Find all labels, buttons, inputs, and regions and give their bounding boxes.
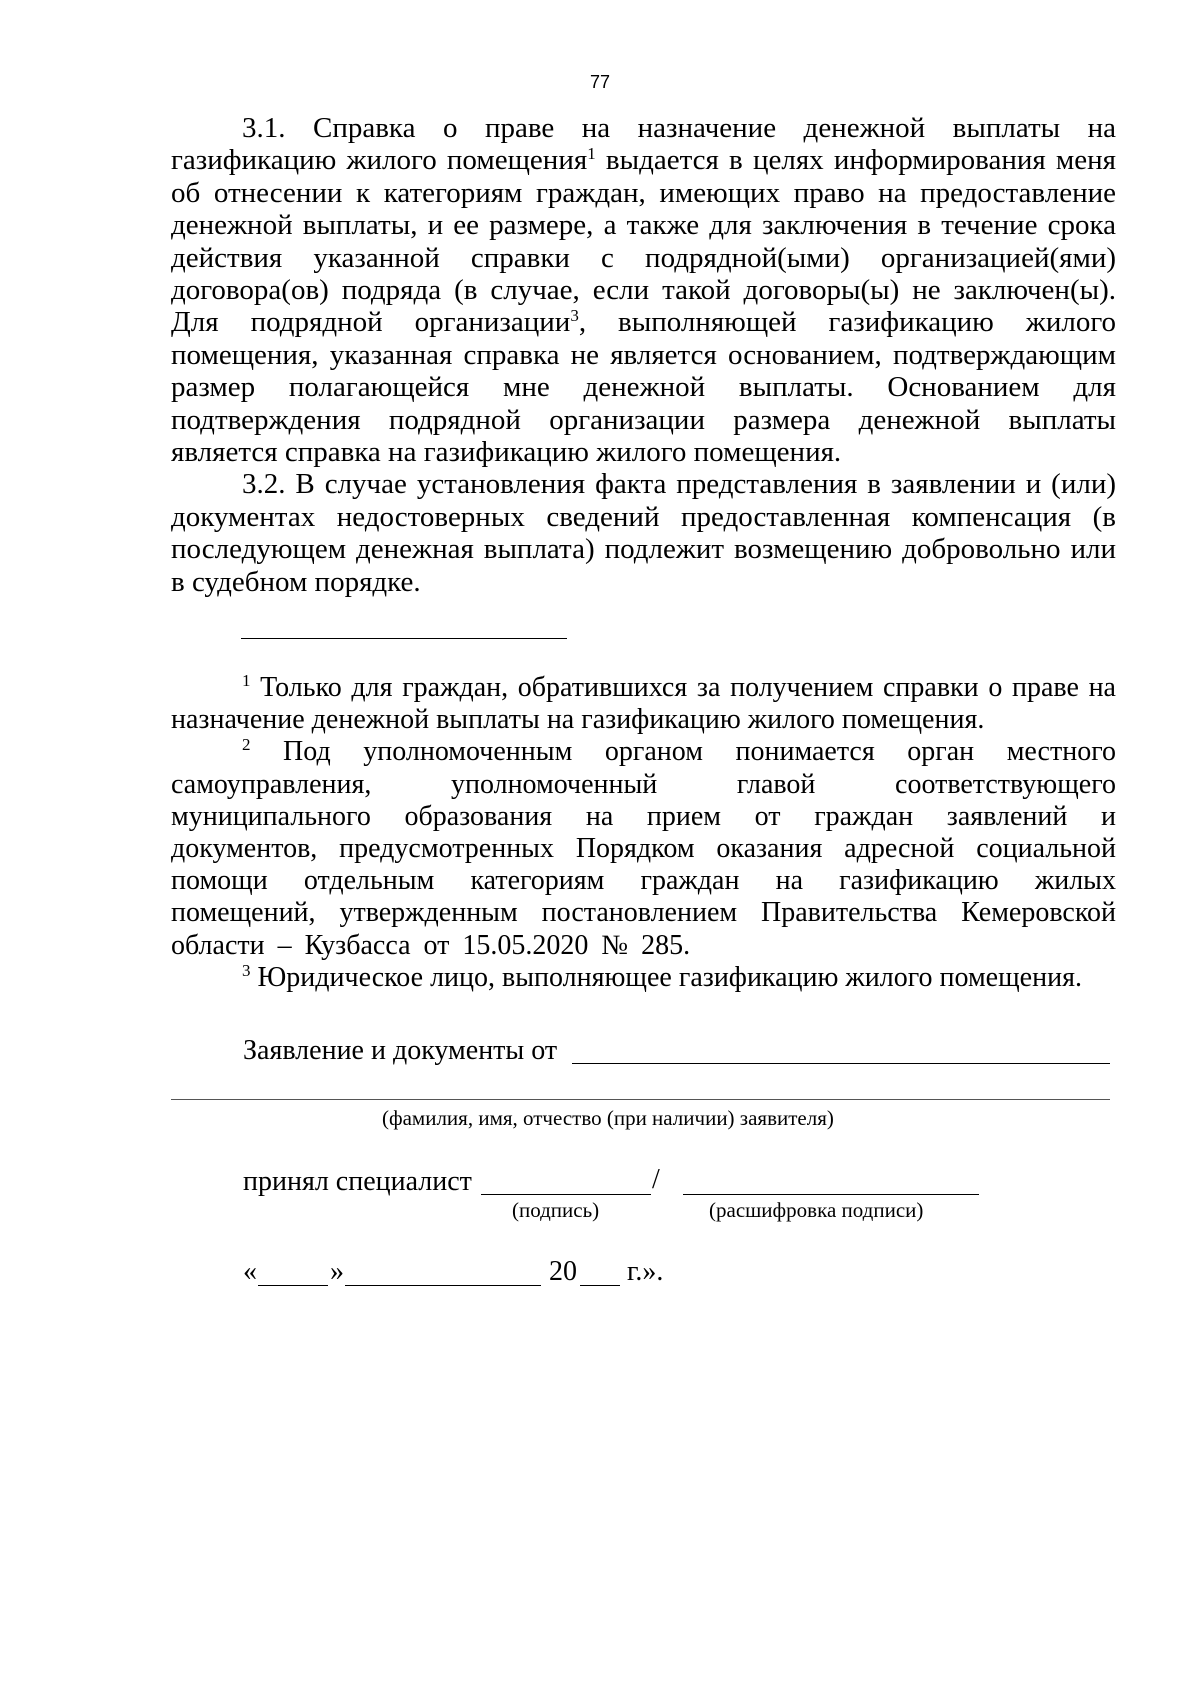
paragraph-3-1-part-b: выдается в целях информирования меня об отнесении к категориям граждан, имеющих право на предоставление денежной выплаты, и ее размере, а также для заключения в течение срока действия указанной справки с подрядной(ыми) организацией(ями) договора(ов) подряда (в случае, если такой договоры(ы) не заключен(ы). Для подрядной организации (171, 144, 1116, 339)
footnote-2-mark: 2 (242, 735, 251, 755)
signature-separator: / (652, 1164, 660, 1195)
main-text (171, 112, 1116, 598)
applicant-name-line[interactable] (572, 1063, 1110, 1064)
footnote-3-text: Юридическое лицо, выполняющее газификацию жилого помещения. (250, 961, 1082, 993)
footnote-2 (171, 736, 1116, 961)
signature-caption: (подпись) (512, 1198, 600, 1222)
signature-decode-caption: (расшифровка подписи) (709, 1198, 924, 1222)
accepted-label: принял специалист (243, 1166, 472, 1197)
footnote-ref-3: 3 (570, 306, 579, 326)
paragraph-3-1-part-c: , выполняющей газификацию жилого помещения, указанная справка не является основанием, подтверждающим размер полагающейся мне денежной выплаты. Основанием для подтверждения подрядной организации размера денежной выплаты является справка на газификацию жилого помещения. (171, 306, 1116, 469)
footnote-1-mark: 1 (242, 670, 251, 690)
date-open-quote: « (243, 1256, 257, 1287)
footnote-ref-1: 1 (587, 144, 596, 164)
paragraph-3-2: 3.2. В случае установления факта представления в заявлении и (или) документах недостоверных сведений предоставленная компенсация (в последующем денежная выплата) подлежит возмещению добровольно или в судебном порядке. (171, 468, 1116, 598)
footnote-1 (171, 672, 1116, 736)
date-year-line[interactable] (580, 1285, 620, 1286)
date-close-quote: » (330, 1256, 344, 1287)
applicant-caption: (фамилия, имя, отчество (при наличии) заявителя) (382, 1106, 834, 1130)
footnote-separator (241, 638, 567, 639)
received-from-label: Заявление и документы от (243, 1035, 558, 1066)
footnote-3-mark: 3 (242, 960, 251, 980)
date-year-prefix: 20 (549, 1256, 577, 1287)
applicant-name-line-2[interactable] (171, 1099, 1110, 1100)
signature-decode-line[interactable] (683, 1194, 979, 1195)
page-number: 77 (589, 72, 611, 92)
date-month-line[interactable] (345, 1285, 541, 1286)
footnote-2-text: Под уполномоченным органом понимается орган местного самоуправления, уполномоченный главой соответствующего муниципального образования на прием от граждан заявлений и документов, предусмотренных Порядком оказания адресной социальной помощи отдельным категориям граждан на газификацию жилых помещений, утвержденным постановлением Правительства Кемеровской области – Кузбасса от 15.05.2020 № 285. (171, 736, 1116, 961)
footnote-1-text: Только для граждан, обратившихся за получением справки о праве на назначение денежной выплаты на газификацию жилого помещения. (171, 672, 1116, 736)
date-suffix: г.». (627, 1256, 664, 1287)
signature-line[interactable] (481, 1194, 651, 1195)
footnotes (171, 672, 1116, 994)
footnote-3 (171, 962, 1116, 994)
paragraph-3-1-part-a: 3.1. Справка о праве на назначение денежной выплаты на газификацию жилого помещения (171, 112, 1116, 177)
paragraph-3-1 (171, 112, 1116, 468)
date-day-line[interactable] (258, 1285, 328, 1286)
